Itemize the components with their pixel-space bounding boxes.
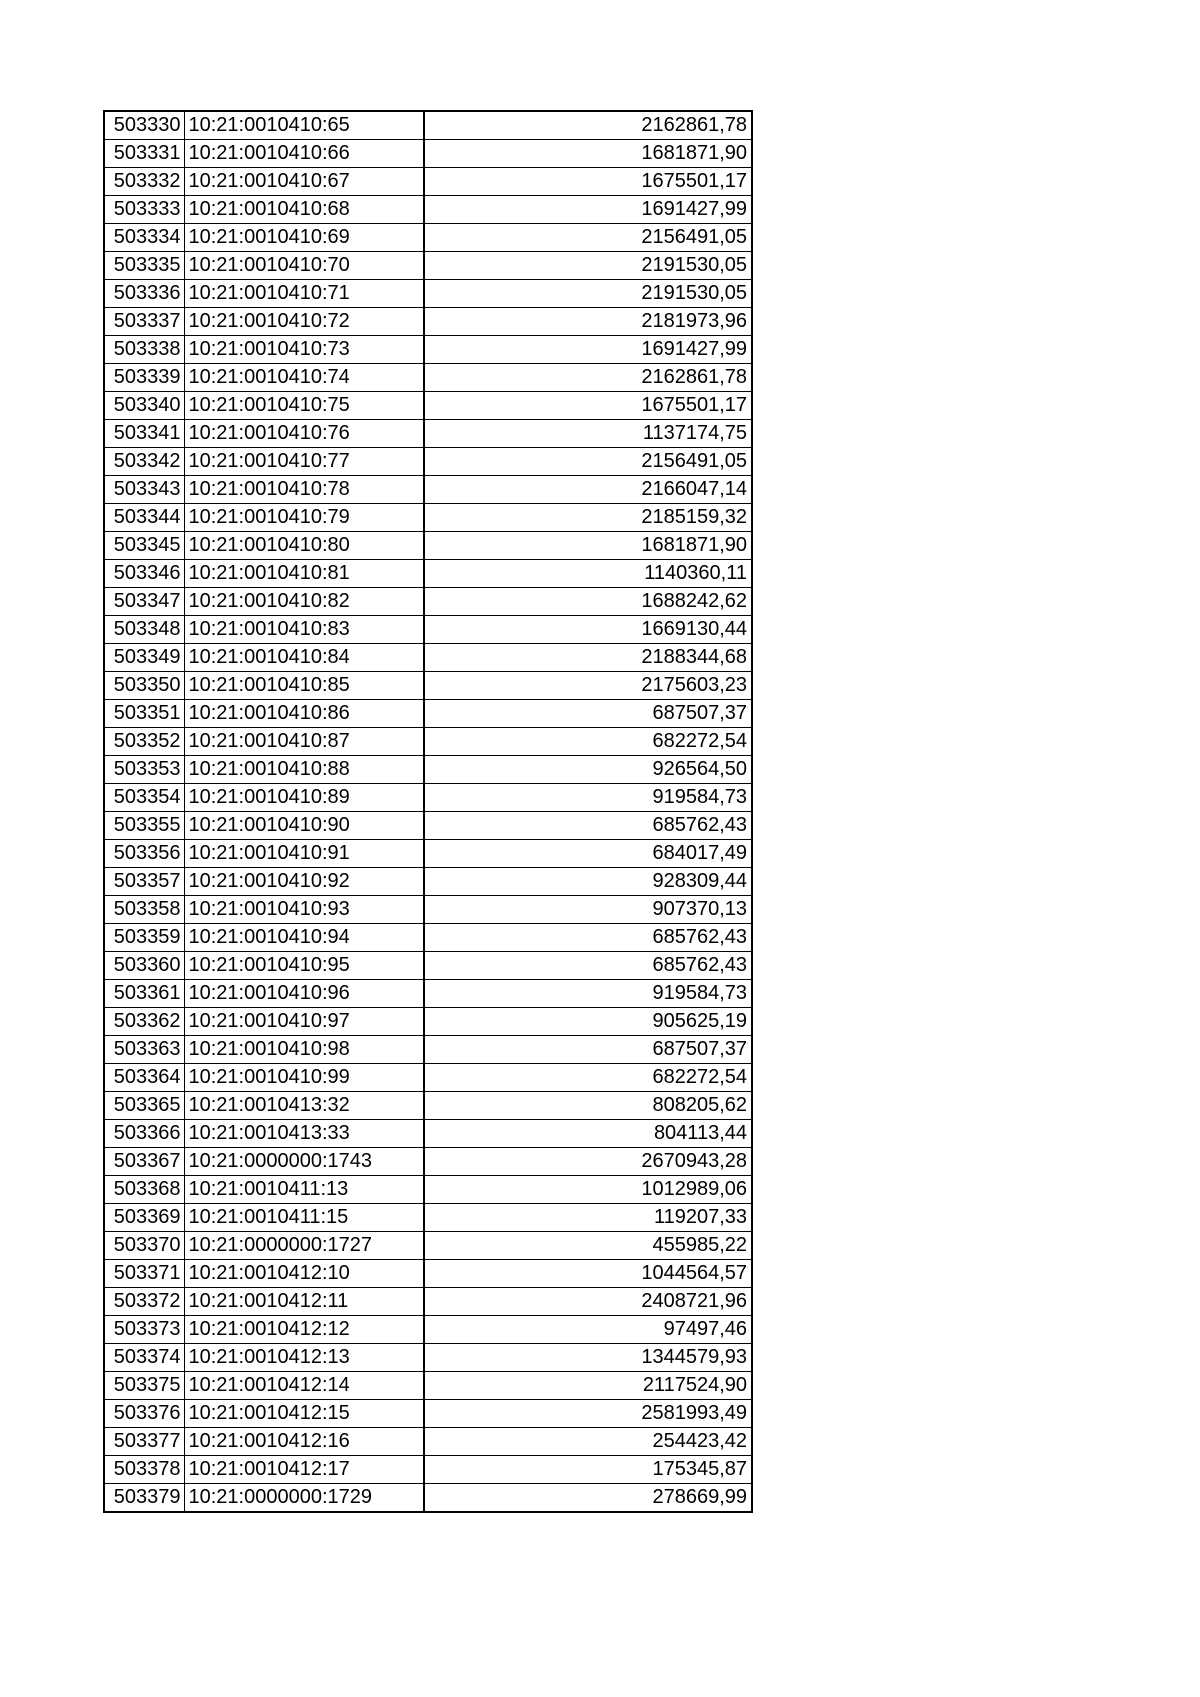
row-id-cell: 503352 bbox=[104, 728, 184, 756]
table-row bbox=[104, 1120, 752, 1148]
amount-cell: 254423,42 bbox=[424, 1428, 752, 1456]
cadastral-number-cell: 10:21:0010411:15 bbox=[184, 1204, 424, 1232]
row-id-cell: 503347 bbox=[104, 588, 184, 616]
cadastral-number-cell: 10:21:0010412:14 bbox=[184, 1372, 424, 1400]
table-row bbox=[104, 252, 752, 280]
table-row bbox=[104, 1232, 752, 1260]
cadastral-number-cell: 10:21:0000000:1727 bbox=[184, 1232, 424, 1260]
cadastral-number-cell: 10:21:0010410:70 bbox=[184, 252, 424, 280]
table-row bbox=[104, 364, 752, 392]
table-row bbox=[104, 1064, 752, 1092]
table-row bbox=[104, 672, 752, 700]
cadastral-number-cell: 10:21:0010410:95 bbox=[184, 952, 424, 980]
amount-cell: 2166047,14 bbox=[424, 476, 752, 504]
amount-cell: 1691427,99 bbox=[424, 196, 752, 224]
cadastral-number-cell: 10:21:0010413:33 bbox=[184, 1120, 424, 1148]
row-id-cell: 503373 bbox=[104, 1316, 184, 1344]
table-row bbox=[104, 140, 752, 168]
amount-cell: 1681871,90 bbox=[424, 140, 752, 168]
row-id-cell: 503362 bbox=[104, 1008, 184, 1036]
amount-cell: 1675501,17 bbox=[424, 392, 752, 420]
amount-cell: 907370,13 bbox=[424, 896, 752, 924]
row-id-cell: 503353 bbox=[104, 756, 184, 784]
cadastral-number-cell: 10:21:0010412:10 bbox=[184, 1260, 424, 1288]
row-id-cell: 503363 bbox=[104, 1036, 184, 1064]
cadastral-number-cell: 10:21:0010410:86 bbox=[184, 700, 424, 728]
table-row bbox=[104, 952, 752, 980]
amount-cell: 1012989,06 bbox=[424, 1176, 752, 1204]
cadastral-number-cell: 10:21:0010412:11 bbox=[184, 1288, 424, 1316]
table-row bbox=[104, 504, 752, 532]
row-id-cell: 503361 bbox=[104, 980, 184, 1008]
table-row bbox=[104, 1260, 752, 1288]
cadastral-number-cell: 10:21:0000000:1729 bbox=[184, 1484, 424, 1513]
table-row bbox=[104, 448, 752, 476]
table-row bbox=[104, 1036, 752, 1064]
table-row bbox=[104, 111, 752, 140]
cadastral-number-cell: 10:21:0010412:17 bbox=[184, 1456, 424, 1484]
amount-cell: 928309,44 bbox=[424, 868, 752, 896]
table-row bbox=[104, 196, 752, 224]
cadastral-number-cell: 10:21:0010410:69 bbox=[184, 224, 424, 252]
row-id-cell: 503343 bbox=[104, 476, 184, 504]
cadastral-number-cell: 10:21:0000000:1743 bbox=[184, 1148, 424, 1176]
row-id-cell: 503360 bbox=[104, 952, 184, 980]
amount-cell: 682272,54 bbox=[424, 1064, 752, 1092]
row-id-cell: 503355 bbox=[104, 812, 184, 840]
row-id-cell: 503374 bbox=[104, 1344, 184, 1372]
amount-cell: 2175603,23 bbox=[424, 672, 752, 700]
table-row bbox=[104, 728, 752, 756]
amount-cell: 278669,99 bbox=[424, 1484, 752, 1513]
cadastral-number-cell: 10:21:0010411:13 bbox=[184, 1176, 424, 1204]
cadastral-number-cell: 10:21:0010412:16 bbox=[184, 1428, 424, 1456]
cadastral-number-cell: 10:21:0010410:65 bbox=[184, 111, 424, 140]
amount-cell: 175345,87 bbox=[424, 1456, 752, 1484]
row-id-cell: 503336 bbox=[104, 280, 184, 308]
row-id-cell: 503358 bbox=[104, 896, 184, 924]
cadastral-number-cell: 10:21:0010412:12 bbox=[184, 1316, 424, 1344]
row-id-cell: 503369 bbox=[104, 1204, 184, 1232]
row-id-cell: 503379 bbox=[104, 1484, 184, 1513]
row-id-cell: 503375 bbox=[104, 1372, 184, 1400]
cadastral-number-cell: 10:21:0010410:77 bbox=[184, 448, 424, 476]
cadastral-number-cell: 10:21:0010410:66 bbox=[184, 140, 424, 168]
table-row bbox=[104, 420, 752, 448]
table-row bbox=[104, 1456, 752, 1484]
cadastral-number-cell: 10:21:0010410:98 bbox=[184, 1036, 424, 1064]
table-row bbox=[104, 700, 752, 728]
table-body bbox=[104, 111, 752, 1512]
amount-cell: 1137174,75 bbox=[424, 420, 752, 448]
row-id-cell: 503371 bbox=[104, 1260, 184, 1288]
amount-cell: 808205,62 bbox=[424, 1092, 752, 1120]
cadastral-number-cell: 10:21:0010410:90 bbox=[184, 812, 424, 840]
row-id-cell: 503345 bbox=[104, 532, 184, 560]
row-id-cell: 503368 bbox=[104, 1176, 184, 1204]
amount-cell: 455985,22 bbox=[424, 1232, 752, 1260]
table-row bbox=[104, 336, 752, 364]
row-id-cell: 503372 bbox=[104, 1288, 184, 1316]
amount-cell: 2181973,96 bbox=[424, 308, 752, 336]
table-row bbox=[104, 560, 752, 588]
amount-cell: 1044564,57 bbox=[424, 1260, 752, 1288]
cadastral-number-cell: 10:21:0010410:73 bbox=[184, 336, 424, 364]
table-row bbox=[104, 868, 752, 896]
cadastral-number-cell: 10:21:0010410:89 bbox=[184, 784, 424, 812]
table-row bbox=[104, 980, 752, 1008]
amount-cell: 684017,49 bbox=[424, 840, 752, 868]
cadastral-number-cell: 10:21:0010412:13 bbox=[184, 1344, 424, 1372]
row-id-cell: 503367 bbox=[104, 1148, 184, 1176]
cadastral-number-cell: 10:21:0010410:85 bbox=[184, 672, 424, 700]
cadastral-number-cell: 10:21:0010410:97 bbox=[184, 1008, 424, 1036]
row-id-cell: 503376 bbox=[104, 1400, 184, 1428]
amount-cell: 685762,43 bbox=[424, 924, 752, 952]
row-id-cell: 503335 bbox=[104, 252, 184, 280]
amount-cell: 926564,50 bbox=[424, 756, 752, 784]
table-row bbox=[104, 280, 752, 308]
table-row bbox=[104, 644, 752, 672]
row-id-cell: 503340 bbox=[104, 392, 184, 420]
row-id-cell: 503339 bbox=[104, 364, 184, 392]
cadastral-number-cell: 10:21:0010410:91 bbox=[184, 840, 424, 868]
row-id-cell: 503354 bbox=[104, 784, 184, 812]
row-id-cell: 503359 bbox=[104, 924, 184, 952]
amount-cell: 1675501,17 bbox=[424, 168, 752, 196]
amount-cell: 1688242,62 bbox=[424, 588, 752, 616]
amount-cell: 2191530,05 bbox=[424, 280, 752, 308]
amount-cell: 2156491,05 bbox=[424, 448, 752, 476]
amount-cell: 2670943,28 bbox=[424, 1148, 752, 1176]
table-row bbox=[104, 532, 752, 560]
cadastral-number-cell: 10:21:0010410:84 bbox=[184, 644, 424, 672]
amount-cell: 2117524,90 bbox=[424, 1372, 752, 1400]
amount-cell: 2185159,32 bbox=[424, 504, 752, 532]
cadastral-value-table bbox=[103, 110, 753, 1513]
row-id-cell: 503333 bbox=[104, 196, 184, 224]
table-row bbox=[104, 1428, 752, 1456]
table-row bbox=[104, 1008, 752, 1036]
table-row bbox=[104, 168, 752, 196]
table-row bbox=[104, 840, 752, 868]
cadastral-number-cell: 10:21:0010410:99 bbox=[184, 1064, 424, 1092]
row-id-cell: 503342 bbox=[104, 448, 184, 476]
row-id-cell: 503370 bbox=[104, 1232, 184, 1260]
amount-cell: 1140360,11 bbox=[424, 560, 752, 588]
table-row bbox=[104, 1344, 752, 1372]
table-row bbox=[104, 616, 752, 644]
row-id-cell: 503338 bbox=[104, 336, 184, 364]
table-row bbox=[104, 784, 752, 812]
amount-cell: 685762,43 bbox=[424, 952, 752, 980]
row-id-cell: 503337 bbox=[104, 308, 184, 336]
table-row bbox=[104, 1204, 752, 1232]
amount-cell: 1669130,44 bbox=[424, 616, 752, 644]
table-row bbox=[104, 1288, 752, 1316]
amount-cell: 905625,19 bbox=[424, 1008, 752, 1036]
table-row bbox=[104, 812, 752, 840]
amount-cell: 2162861,78 bbox=[424, 111, 752, 140]
row-id-cell: 503366 bbox=[104, 1120, 184, 1148]
row-id-cell: 503348 bbox=[104, 616, 184, 644]
amount-cell: 1691427,99 bbox=[424, 336, 752, 364]
cadastral-number-cell: 10:21:0010410:82 bbox=[184, 588, 424, 616]
row-id-cell: 503346 bbox=[104, 560, 184, 588]
cadastral-number-cell: 10:21:0010410:74 bbox=[184, 364, 424, 392]
amount-cell: 685762,43 bbox=[424, 812, 752, 840]
cadastral-number-cell: 10:21:0010413:32 bbox=[184, 1092, 424, 1120]
cadastral-number-cell: 10:21:0010410:68 bbox=[184, 196, 424, 224]
row-id-cell: 503377 bbox=[104, 1428, 184, 1456]
cadastral-number-cell: 10:21:0010410:96 bbox=[184, 980, 424, 1008]
amount-cell: 2162861,78 bbox=[424, 364, 752, 392]
row-id-cell: 503341 bbox=[104, 420, 184, 448]
cadastral-number-cell: 10:21:0010410:79 bbox=[184, 504, 424, 532]
amount-cell: 1344579,93 bbox=[424, 1344, 752, 1372]
row-id-cell: 503365 bbox=[104, 1092, 184, 1120]
table-row bbox=[104, 308, 752, 336]
amount-cell: 2408721,96 bbox=[424, 1288, 752, 1316]
table-row bbox=[104, 1372, 752, 1400]
amount-cell: 687507,37 bbox=[424, 1036, 752, 1064]
table-row bbox=[104, 224, 752, 252]
table-row bbox=[104, 896, 752, 924]
cadastral-number-cell: 10:21:0010410:67 bbox=[184, 168, 424, 196]
table-row bbox=[104, 1400, 752, 1428]
table-row bbox=[104, 1148, 752, 1176]
cadastral-number-cell: 10:21:0010410:94 bbox=[184, 924, 424, 952]
table-row bbox=[104, 1176, 752, 1204]
row-id-cell: 503364 bbox=[104, 1064, 184, 1092]
amount-cell: 687507,37 bbox=[424, 700, 752, 728]
cadastral-number-cell: 10:21:0010410:71 bbox=[184, 280, 424, 308]
table-row bbox=[104, 756, 752, 784]
table-row bbox=[104, 1316, 752, 1344]
table-row bbox=[104, 588, 752, 616]
amount-cell: 804113,44 bbox=[424, 1120, 752, 1148]
amount-cell: 2188344,68 bbox=[424, 644, 752, 672]
row-id-cell: 503351 bbox=[104, 700, 184, 728]
table-row bbox=[104, 476, 752, 504]
cadastral-number-cell: 10:21:0010410:92 bbox=[184, 868, 424, 896]
amount-cell: 2581993,49 bbox=[424, 1400, 752, 1428]
amount-cell: 1681871,90 bbox=[424, 532, 752, 560]
amount-cell: 682272,54 bbox=[424, 728, 752, 756]
amount-cell: 919584,73 bbox=[424, 980, 752, 1008]
table-row bbox=[104, 1092, 752, 1120]
row-id-cell: 503378 bbox=[104, 1456, 184, 1484]
amount-cell: 919584,73 bbox=[424, 784, 752, 812]
amount-cell: 2156491,05 bbox=[424, 224, 752, 252]
row-id-cell: 503350 bbox=[104, 672, 184, 700]
cadastral-number-cell: 10:21:0010410:75 bbox=[184, 392, 424, 420]
cadastral-number-cell: 10:21:0010412:15 bbox=[184, 1400, 424, 1428]
table-row bbox=[104, 924, 752, 952]
row-id-cell: 503357 bbox=[104, 868, 184, 896]
row-id-cell: 503356 bbox=[104, 840, 184, 868]
cadastral-number-cell: 10:21:0010410:83 bbox=[184, 616, 424, 644]
amount-cell: 119207,33 bbox=[424, 1204, 752, 1232]
cadastral-number-cell: 10:21:0010410:93 bbox=[184, 896, 424, 924]
amount-cell: 97497,46 bbox=[424, 1316, 752, 1344]
row-id-cell: 503344 bbox=[104, 504, 184, 532]
cadastral-number-cell: 10:21:0010410:76 bbox=[184, 420, 424, 448]
table-row bbox=[104, 392, 752, 420]
cadastral-number-cell: 10:21:0010410:87 bbox=[184, 728, 424, 756]
row-id-cell: 503331 bbox=[104, 140, 184, 168]
row-id-cell: 503330 bbox=[104, 111, 184, 140]
cadastral-number-cell: 10:21:0010410:80 bbox=[184, 532, 424, 560]
cadastral-number-cell: 10:21:0010410:78 bbox=[184, 476, 424, 504]
cadastral-number-cell: 10:21:0010410:88 bbox=[184, 756, 424, 784]
row-id-cell: 503334 bbox=[104, 224, 184, 252]
cadastral-number-cell: 10:21:0010410:72 bbox=[184, 308, 424, 336]
row-id-cell: 503349 bbox=[104, 644, 184, 672]
amount-cell: 2191530,05 bbox=[424, 252, 752, 280]
table-row bbox=[104, 1484, 752, 1513]
row-id-cell: 503332 bbox=[104, 168, 184, 196]
cadastral-number-cell: 10:21:0010410:81 bbox=[184, 560, 424, 588]
